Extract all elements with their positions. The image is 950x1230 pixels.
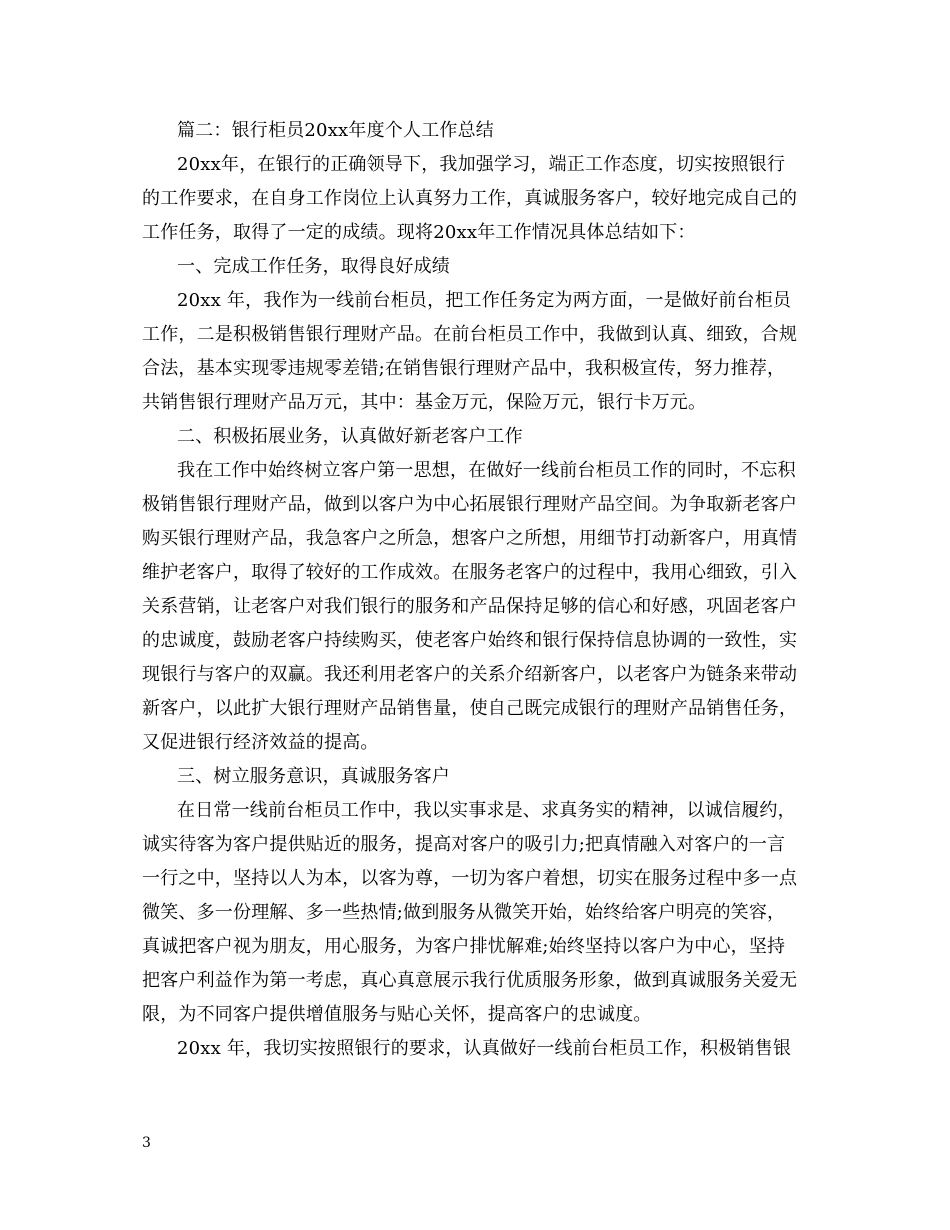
text-line: 合法，基本实现零违规零差错;在销售银行理财产品中，我积极宣传，努力推荐， (142, 358, 786, 379)
text-line: 在日常一线前台柜员工作中，我以实事求是、求真务实的精神，以诚信履约， (177, 800, 796, 821)
text-line: 关系营销，让老客户对我们银行的服务和产品保持足够的信心和好感，巩固老客户 (142, 596, 798, 617)
text-line: 限，为不同客户提供增值服务与贴心关怀，提高客户的忠诚度。 (142, 1004, 652, 1025)
text-line: 现银行与客户的双赢。我还利用老客户的关系介绍新客户，以老客户为链条来带动 (142, 664, 798, 685)
text-line: 把客户利益作为第一考虑，真心真意展示我行优质服务形象，做到真诚服务关爱无 (142, 970, 798, 991)
text-line: 三、树立服务意识，真诚服务客户 (177, 766, 450, 787)
text-line: 新客户，以此扩大银行理财产品销售量，使自己既完成银行的理财产品销售任务， (142, 698, 798, 719)
text-line: 微笑、多一份理解、多一些热情;做到服务从微笑开始，始终给客户明亮的笑容， (142, 902, 786, 923)
text-line: 工作任务，取得了一定的成绩。现将20xx年工作情况具体总结如下： (142, 222, 696, 243)
text-line: 共销售银行理财产品万元，其中：基金万元，保险万元，银行卡万元。 (142, 392, 707, 413)
text-line: 我在工作中始终树立客户第一思想，在做好一线前台柜员工作的同时，不忘积 (177, 460, 796, 481)
text-line: 真诚把客户视为朋友，用心服务，为客户排忧解难;始终坚持以客户为中心，坚持 (142, 936, 786, 957)
text-line: 工作，二是积极销售银行理财产品。在前台柜员工作中，我做到认真、细致，合规 (142, 324, 798, 345)
page-number: 3 (142, 1135, 151, 1151)
text-line: 极销售银行理财产品，做到以客户为中心拓展银行理财产品空间。为争取新老客户 (142, 494, 798, 515)
text-line: 篇二：银行柜员20xx年度个人工作总结 (177, 120, 495, 141)
text-line: 20xx 年，我切实按照银行的要求，认真做好一线前台柜员工作，积极销售银 (177, 1038, 792, 1059)
text-line: 又促进银行经济效益的提高。 (142, 732, 379, 753)
text-line: 诚实待客为客户提供贴近的服务，提高对客户的吸引力;把真情融入对客户的一言 (142, 834, 786, 855)
text-line: 一、完成工作任务，取得良好成绩 (177, 256, 450, 277)
text-line: 维护老客户，取得了较好的工作成效。在服务老客户的过程中，我用心细致，引入 (142, 562, 798, 583)
text-line: 二、积极拓展业务，认真做好新老客户工作 (177, 426, 523, 447)
text-line: 的工作要求，在自身工作岗位上认真努力工作，真诚服务客户，较好地完成自己的 (142, 188, 798, 209)
text-line: 20xx 年，我作为一线前台柜员，把工作任务定为两方面，一是做好前台柜员 (177, 290, 792, 311)
text-line: 20xx年，在银行的正确领导下，我加强学习，端正工作态度，切实按照银行 (177, 154, 786, 175)
text-line: 的忠诚度，鼓励老客户持续购买，使老客户始终和银行保持信息协调的一致性，实 (142, 630, 798, 651)
document-body (142, 114, 812, 1066)
text-line: 购买银行理财产品，我急客户之所急，想客户之所想，用细节打动新客户，用真情 (142, 528, 798, 549)
text-line: 一行之中，坚持以人为本，以客为尊，一切为客户着想，切实在服务过程中多一点 (142, 868, 798, 889)
